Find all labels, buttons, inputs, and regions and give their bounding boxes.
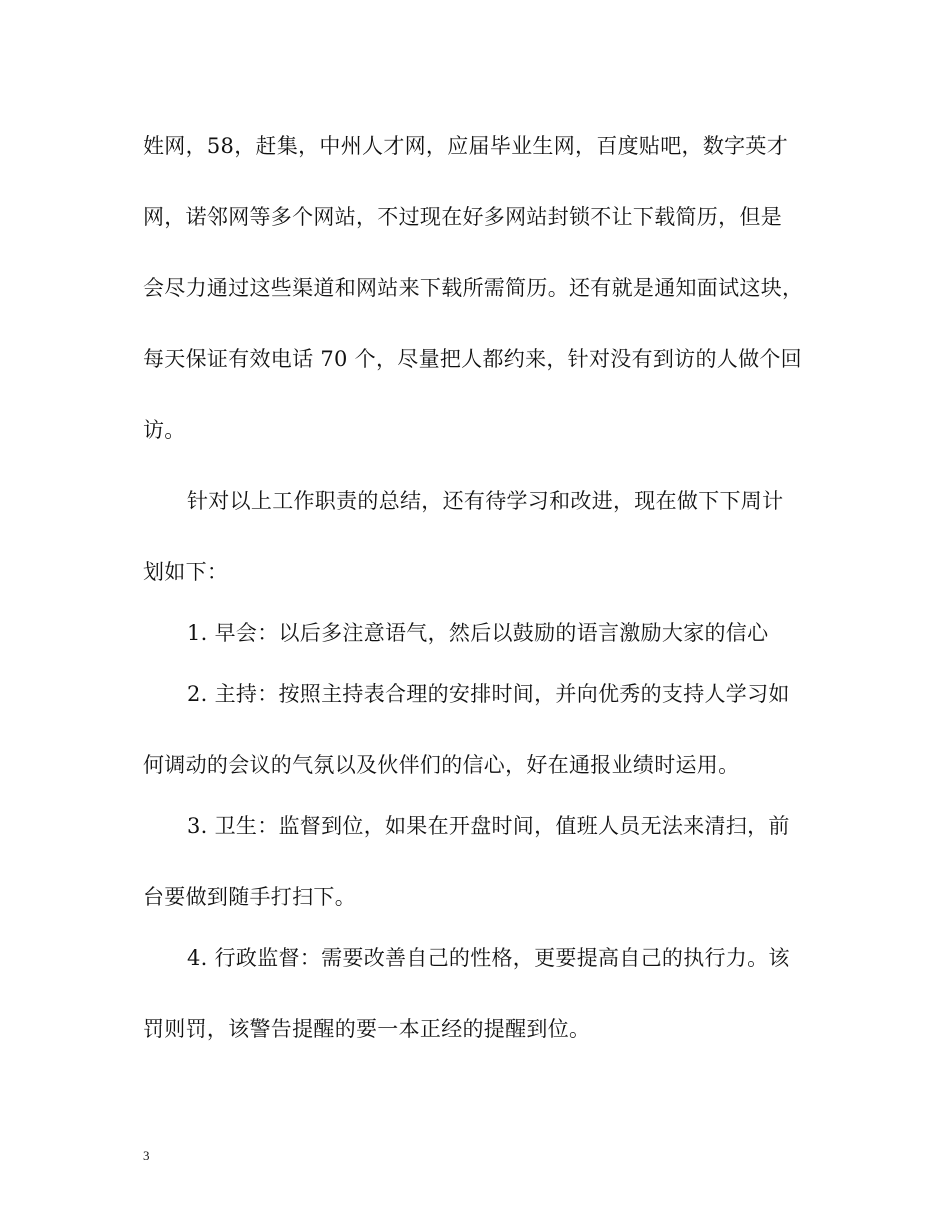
list-item-3-line-1: 3. 卫生：监督到位，如果在开盘时间，值班人员无法来清扫，前 bbox=[187, 814, 790, 838]
list-item-2-line-1: 2. 主持：按照主持表合理的安排时间，并向优秀的支持人学习如 bbox=[187, 682, 790, 706]
paragraph-line-6: 针对以上工作职责的总结，还有待学习和改进，现在做下下周计 bbox=[187, 489, 784, 513]
list-item-4-line-1: 4. 行政监督：需要改善自己的性格，更要提高自己的执行力。该 bbox=[187, 946, 790, 970]
list-item-2-line-2: 何调动的会议的气氛以及伙伴们的信心，好在通报业绩时运用。 bbox=[143, 753, 740, 777]
list-item-3-line-2: 台要做到随手打扫下。 bbox=[143, 885, 356, 909]
paragraph-line-2: 网，诺邻网等多个网站，不过现在好多网站封锁不让下载简历，但是 bbox=[143, 205, 782, 229]
paragraph-line-3: 会尽力通过这些渠道和网站来下载所需简历。还有就是通知面试这块， bbox=[143, 276, 804, 300]
list-item-4-line-2: 罚则罚，该警告提醒的要一本正经的提醒到位。 bbox=[143, 1017, 591, 1041]
list-item-1: 1. 早会：以后多注意语气，然后以鼓励的语言激励大家的信心 bbox=[187, 621, 769, 645]
page-number: 3 bbox=[143, 1148, 150, 1163]
paragraph-line-5: 访。 bbox=[143, 418, 186, 442]
paragraph-line-1: 姓网，58，赶集，中州人才网，应届毕业生网，百度贴吧，数字英才 bbox=[143, 134, 789, 158]
paragraph-line-4: 每天保证有效电话 70 个，尽量把人都约来，针对没有到访的人做个回 bbox=[143, 347, 802, 371]
paragraph-line-7: 划如下： bbox=[143, 560, 229, 584]
